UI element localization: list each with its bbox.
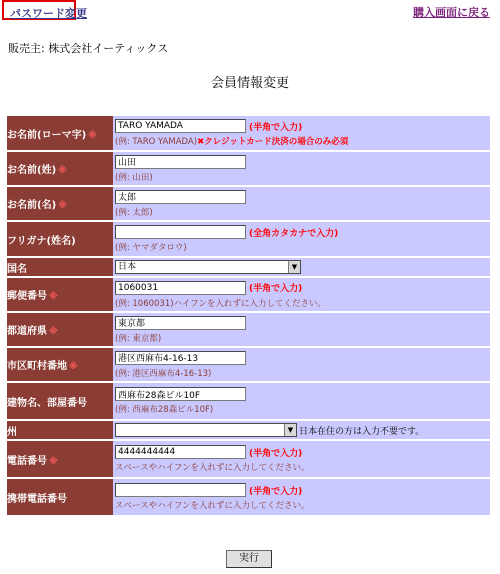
row-state [7, 421, 490, 439]
last-name-hint: (例: 山田) [115, 172, 153, 183]
row-building [7, 383, 490, 419]
label-mobile: 携帯電話番号 [7, 493, 67, 505]
country-selected-value: 日本 [118, 262, 137, 272]
label-furigana: フリガナ(姓名) [7, 235, 76, 247]
label-name-roman: お名前(ローマ字) [7, 129, 87, 141]
postal-hint: (例: 1060031)ハイフンを入れずに入力してください。 [115, 298, 326, 309]
mobile-hint: スペースやハイフンを入れずに入力してください。 [115, 501, 310, 511]
first-name-input[interactable] [115, 190, 246, 204]
back-to-purchase-link[interactable]: 購入画面に戻る [413, 6, 490, 19]
phone-hint: スペースやハイフンを入れずに入力してください。 [115, 463, 310, 473]
building-hint: (例: 西麻布28森ビル10F) [115, 405, 214, 415]
password-change-link[interactable]: パスワード変更 [10, 7, 87, 20]
mobile-note: (半角で入力) [249, 486, 303, 497]
furigana-hint: (例: ヤマダタロウ) [115, 243, 187, 253]
postal-input[interactable] [115, 281, 246, 295]
chevron-down-icon[interactable]: ▼ [288, 261, 300, 273]
state-select[interactable] [115, 423, 297, 437]
row-country [7, 258, 490, 276]
phone-note: (半角で入力) [249, 448, 303, 459]
furigana-input[interactable] [115, 225, 246, 239]
credit-card-required-note: ✖クレジットカード決済の場合のみ必須 [197, 137, 349, 147]
member-info-form [7, 114, 490, 517]
state-note: 日本在住の方は入力不要です。 [299, 426, 425, 437]
label-city: 市区町村番地 [7, 361, 67, 372]
row-city [7, 348, 490, 381]
row-mobile [7, 479, 490, 515]
label-postal: 郵便番号 [7, 291, 47, 302]
label-prefecture: 都道府県 [7, 326, 47, 337]
required-mark: ※ [69, 362, 78, 372]
label-phone: 電話番号 [7, 455, 47, 467]
building-input[interactable] [115, 387, 246, 401]
prefecture-input[interactable] [115, 316, 246, 330]
name-roman-input[interactable] [115, 119, 246, 133]
required-mark: ※ [49, 327, 58, 337]
city-hint: (例: 港区西麻布4-16-13) [115, 368, 212, 379]
label-last-name: お名前(姓) [7, 165, 57, 176]
page-title: 会員情報変更 [210, 76, 289, 91]
city-input[interactable] [115, 351, 246, 365]
row-phone [7, 441, 490, 477]
label-country: 国名 [7, 263, 27, 275]
country-select[interactable] [115, 260, 301, 274]
prefecture-hint: (例: 東京都) [115, 333, 162, 344]
row-prefecture [7, 313, 490, 346]
last-name-input[interactable] [115, 155, 246, 169]
postal-note: (半角で入力) [249, 284, 303, 294]
password-change-box [2, 0, 87, 20]
label-first-name: お名前(名) [7, 200, 57, 211]
phone-input[interactable] [115, 445, 246, 459]
name-roman-hint: (例: TARO YAMADA) [115, 137, 198, 147]
row-first-name [7, 187, 490, 220]
name-roman-note: (半角で入力) [249, 122, 303, 133]
first-name-hint: (例: 太郎) [115, 207, 153, 218]
row-last-name [7, 152, 490, 185]
required-mark: ※ [58, 166, 67, 176]
required-mark: ※ [58, 201, 67, 211]
furigana-note: (全角カタカナで入力) [249, 228, 339, 239]
row-furigana [7, 222, 490, 256]
seller-text: 販売主: 株式会社イーティックス [8, 42, 169, 55]
mobile-input[interactable] [115, 483, 246, 497]
label-state: 州 [7, 426, 17, 438]
label-building: 建物名、部屋番号 [7, 397, 87, 409]
submit-button[interactable]: 実行 [226, 550, 272, 568]
chevron-down-icon[interactable]: ▼ [284, 424, 296, 436]
row-postal [7, 278, 490, 311]
required-mark: ※ [49, 456, 58, 467]
row-name-roman [7, 116, 490, 150]
required-mark: ※ [88, 130, 97, 141]
required-mark: ※ [49, 292, 58, 302]
